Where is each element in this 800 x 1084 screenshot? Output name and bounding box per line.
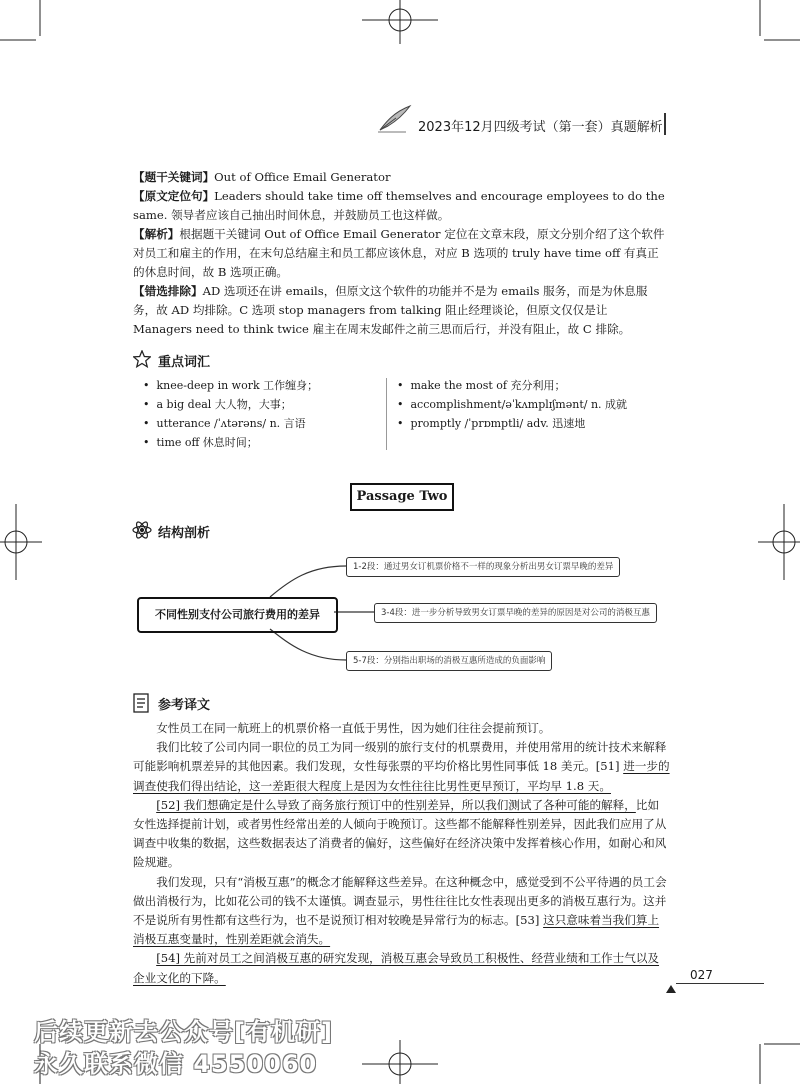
vocab-item: • make the most of 充分利用； bbox=[397, 376, 677, 395]
footer-line bbox=[676, 983, 764, 984]
vocab-item: • a big deal 大人物，大事； bbox=[143, 395, 383, 414]
structure-branch-1: 1-2段：通过男女订机票价格不一样的现象分析出男女订票早晚的差异 bbox=[346, 557, 620, 577]
structure-branch-3: 5-7段：分别指出职场的消极互惠所造成的负面影响 bbox=[346, 651, 552, 671]
document-icon bbox=[132, 693, 150, 717]
structure-branch-2: 3-4段：进一步分析导致男女订票早晚的差异的原因是对公司的消极互惠 bbox=[374, 603, 657, 623]
watermark-line-1: 后续更新去公众号[有机研] bbox=[34, 1018, 333, 1046]
translation-para-3 bbox=[133, 796, 670, 873]
vocab-item: • utterance /ˈʌtərəns/ n. 言语 bbox=[143, 414, 383, 433]
exclude-tag: 【错选排除】 bbox=[133, 284, 203, 298]
structure-main-node: 不同性别支付公司旅行费用的差异 bbox=[137, 597, 338, 633]
running-header: 2023年12月四级考试（第一套）真题解析 bbox=[418, 120, 663, 135]
locate-tag: 【原文定位句】 bbox=[133, 189, 215, 203]
translation-para-3-text: 比如女性选择提前计划，或者男性经常出差的人倾向于晚预订。这些都不能解释性别差异，因此我们应用了从调查中收集的数据，这些数据表达了消费者的偏好，这些偏好在经济决策中发挥着核心作用，如耐心和风险规避。 bbox=[133, 797, 667, 870]
triangle-marker-icon bbox=[666, 978, 676, 997]
locate-text: Leaders should take time off themselves and encourage employees to do the same. 领导者应该自己抽出时间休息，并鼓励员工也这样做。 bbox=[133, 189, 665, 222]
vocab-title: 重点词汇 bbox=[158, 355, 211, 370]
explain-text: 根据题干关键词 Out of Office Email Generator 定位在文章末段，原文分别介绍了这个软件对员工和雇主的作用，在末句总结雇主和员工都应该休息，对应 B 选项的 truly have time off 有真正的休息时间，故 B 选项正确。 bbox=[133, 227, 665, 279]
translation-para-2-text: 我们比较了公司内同一职位的员工为同一级别的旅行支付的机票费用，并使用常用的统计技术来解释可能影响机票差异的其他因素。我们发现，女性每张票的平均价格比男性同事低 18 美元。[51] bbox=[133, 740, 667, 774]
structure-title: 结构剖析 bbox=[158, 526, 211, 541]
exclude-text: AD 选项还在讲 emails，但原文这个软件的功能并不是为 emails 服务，而是为休息服务，故 AD 均排除。C 选项 stop managers from talking 阻止经理谈论，但原文仅仅是让 Managers need to think twice 雇主在周末发邮件之前三思而后行，并没有阻止，故 C 排除。 bbox=[133, 284, 648, 336]
translation-para-2 bbox=[133, 738, 670, 796]
vocab-item: • accomplishment/əˈkʌmplɪʃmənt/ n. 成就 bbox=[397, 395, 677, 414]
translation-para-4 bbox=[133, 873, 670, 950]
translation-para-4-text: 我们发现，只有“消极互惠”的概念才能解释这些差异。在这种概念中，感觉受到不公平待遇的员工会做出消极行为，比如花公司的钱不太谨慎。调查显示，男性往往比女性表现出更多的消极互惠行为。这并不是说所有男性都有这些行为，也不是说预订相对较晚是异常行为的标志。[53] bbox=[133, 874, 667, 928]
translation-para-3-underlined: [52] 我们想确定是什么导致了商务旅行预订中的性别差异，所以我们测试了各种可能的解释， bbox=[156, 797, 636, 812]
vocab-item: • promptly /ˈprɒmptli/ adv. 迅速地 bbox=[397, 414, 677, 433]
keyword-tag: 【题干关键词】 bbox=[133, 170, 215, 184]
translation-para-1: 女性员工在同一航班上的机票价格一直低于男性，因为她们往往会提前预订。 bbox=[156, 721, 551, 735]
vocab-item: • time off 休息时间； bbox=[143, 433, 383, 452]
passage-title: Passage Two bbox=[350, 483, 454, 511]
translation-body bbox=[133, 719, 670, 988]
explain-tag: 【解析】 bbox=[133, 227, 180, 241]
translation-para-4-underlined: 这只意味着当我们算上消极互惠变量时，性别差距就会消失。 bbox=[133, 913, 660, 947]
page-number: 027 bbox=[690, 968, 713, 982]
translation-para-5-underlined: [54] 先前对员工之间消极互惠的研究发现，消极互惠会导致员工积极性、经营业绩和工作士气以及企业文化的下降。 bbox=[133, 951, 660, 985]
vocab-item: • knee-deep in work 工作缠身； bbox=[143, 376, 383, 395]
translation-para-5 bbox=[133, 949, 670, 987]
translation-title: 参考译文 bbox=[158, 698, 211, 713]
translation-para-2-underlined: 进一步的调查使我们得出结论，这一差距很大程度上是因为女性往往比男性更早预订，平均早 1.8 天。 bbox=[133, 759, 670, 793]
keyword-text: Out of Office Email Generator bbox=[214, 170, 391, 184]
watermark-line-2: 永久联系微信 4550060 bbox=[34, 1050, 318, 1078]
